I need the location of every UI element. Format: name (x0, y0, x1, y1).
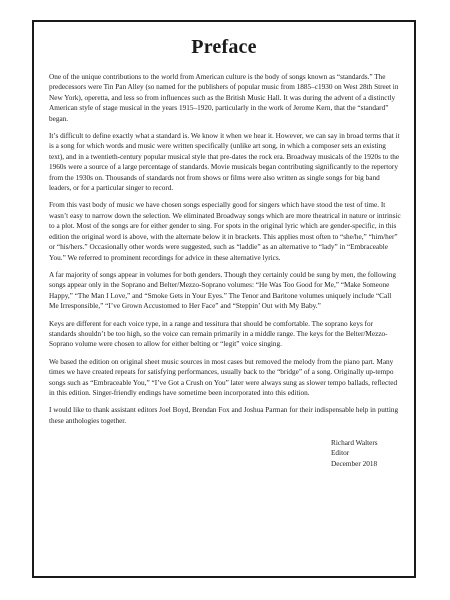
paragraph-song-selection: From this vast body of music we have chosen songs especially good for singers which have stood the test of time. It wasn’t easy to narrow down the selection. We eliminated Broadway songs which are more theatrical in nature or intrinsic to a plot. Most of the songs are for either gender to sing. For spots in the original lyric which are gender-specific, in this edition the original word is above, with the alternate below it in brackets. This applies most often to “she/he,” “him/her” or “his/hers.” Occasionally other words were suggested, such as “laddie” as an alternative to “lady” in “Embraceable You.” We referred to prominent recordings for advice in these alternative lyrics. (49, 201, 401, 262)
paragraph-volumes-by-gender: A far majority of songs appear in volumes for both genders. Though they certainly could be sung by men, the following songs appear only in the Soprano and Belter/Mezzo-Soprano volumes: “He Was Too Good for Me,” “Make Someone Happy,” “The Man I Love,” and “Smoke Gets in Your Eyes.” The Tenor and Baritone volumes uniquely include “Call Me Irresponsible,” “I’ve Grown Accustomed to Her Face” and “Steppin’ Out with My Baby.” (49, 270, 396, 311)
paragraph-keys: Keys are different for each voice type, in a range and tessitura that should be comfortable. The soprano keys for standards shouldn’t be too high, so the voice can remain primarily in a middle range. The keys for the Belter/Mezzo-Soprano volume were chosen to allow for either belting or “legit” voice singing. (49, 319, 388, 349)
page-title: Preface (191, 36, 257, 58)
preface-body (49, 72, 402, 433)
signature-role: Editor (331, 449, 350, 458)
page-frame (32, 20, 416, 578)
paragraph-acknowledgements: I would like to thank assistant editors Joel Boyd, Brendan Fox and Joshua Parman for their indispensable help in putting these anthologies together. (49, 406, 399, 425)
signature-name: Richard Walters (331, 439, 378, 447)
signature-date: December 2018 (331, 459, 378, 468)
paragraph-standards-definition: It’s difficult to define exactly what a standard is. We know it when we hear it. However, we can say in broad terms that it is a song for which words and music were written specifically (unlike art song, in which a composer sets an existing text), and in a twentieth-century popular musical style that pre-dates the rock era. Broadway musicals of the 1920s to the 1960s were a source of a large percentage of standards. Movie musicals began contributing significantly to the repertory from the 1930s on. Thousands of standards not from shows or films were also written as single songs for big band leaders, or for a particular singer to record. (49, 132, 400, 193)
signature-block (331, 438, 378, 469)
paragraph-standards-origin: One of the unique contributions to the world from American culture is the body of songs known as “standards.” The predecessors were Tin Pan Alley (so named for the publishers of popular music from 1885–c1930 on West 28th Street in New York), operetta, and less so from influences such as the British Music Hall. It was during the advent of a distinctly American style of stage musical in the years 1915–1920, particularly in the work of Jerome Kern, that the “standard” began. (49, 73, 399, 123)
paragraph-edition-sources: We based the edition on original sheet music sources in most cases but removed the melody from the piano part. Many times we have created repeats for satisfying performances, usually back to the “bridge” of a song. Originally up-tempo songs such as “Embraceable You,” “I’ve Got a Crush on You” later were always sung as slower tempo ballads, reflected in this edition. Singer-friendly endings have sometime been incorporated into this edition. (49, 357, 398, 397)
